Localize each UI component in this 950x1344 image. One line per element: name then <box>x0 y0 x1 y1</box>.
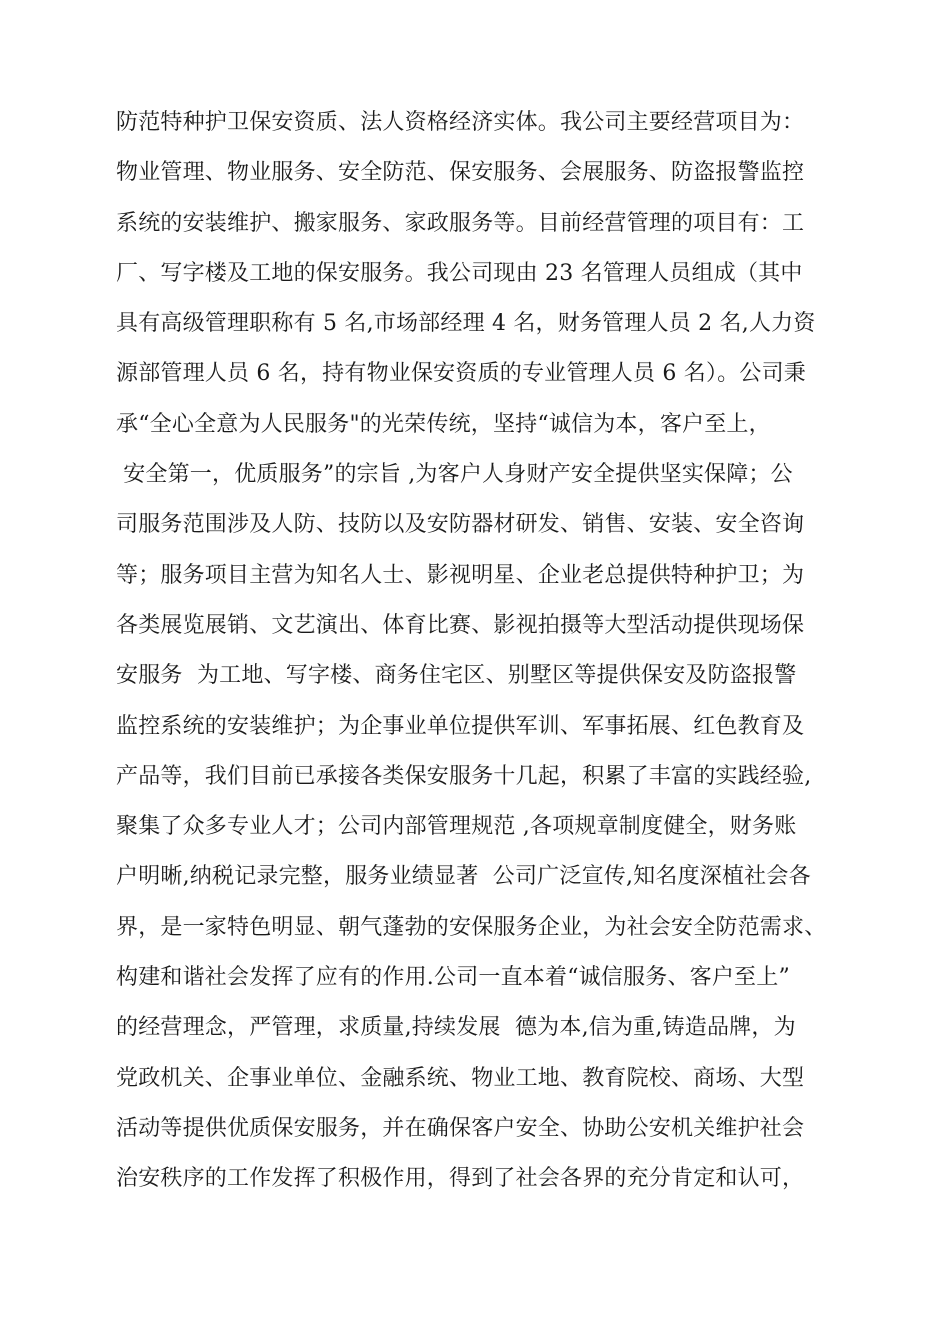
text-line: 等；服务项目主营为知名人士、影视明星、企业老总提供特种护卫；为 <box>116 562 805 588</box>
text-line: 监控系统的安装维护；为企事业单位提供军训、军事拓展、红色教育及 <box>116 713 805 739</box>
text-line: 承“全心全意为人民服务"的光荣传统，坚持“诚信为本，客户至上， <box>116 411 771 437</box>
text-line: 安全第一，优质服务”的宗旨 ,为客户人身财产安全提供坚实保障；公 <box>116 462 793 488</box>
text-line: 的经营理念，严管理，求质量,持续发展 德为本,信为重,铸造品牌，为 <box>116 1015 796 1041</box>
text-line: 源部管理人员 6 名，持有物业保安资质的专业管理人员 6 名）。公司秉 <box>116 361 806 387</box>
text-line: 党政机关、企事业单位、金融系统、物业工地、教育院校、商场、大型 <box>116 1065 805 1091</box>
text-line: 户明晰,纳税记录完整，服务业绩显著 公司广泛宣传,知名度深植社会各 <box>116 864 811 890</box>
text-line: 构建和谐社会发挥了应有的作用.公司一直本着“诚信服务、客户至上” <box>116 965 790 991</box>
text-line: 各类展览展销、文艺演出、体育比赛、影视拍摄等大型活动提供现场保 <box>116 612 805 638</box>
text-line: 产品等，我们目前已承接各类保安服务十几起，积累了丰富的实践经验, <box>116 763 812 789</box>
text-line: 聚集了众多专业人才；公司内部管理规范 ,各项规章制度健全，财务账 <box>116 814 797 840</box>
body-text <box>116 98 866 1205</box>
text-line: 活动等提供优质保安服务，并在确保客户安全、协助公安机关维护社会 <box>116 1115 805 1141</box>
text-line: 物业管理、物业服务、安全防范、保安服务、会展服务、防盗报警监控 <box>116 160 805 186</box>
text-line: 厂、写字楼及工地的保安服务。我公司现由 23 名管理人员组成（其中 <box>116 260 803 286</box>
text-line: 防范特种护卫保安资质、法人资格经济实体。我公司主要经营项目为： <box>116 110 805 135</box>
text-line: 系统的安装维护、搬家服务、家政服务等。目前经营管理的项目有：工 <box>116 210 805 236</box>
text-line: 界，是一家特色明显、朝气蓬勃的安保服务企业，为社会安全防范需求、 <box>116 914 827 940</box>
text-line: 安服务 为工地、写字楼、商务住宅区、别墅区等提供保安及防盗报警 <box>116 663 797 689</box>
text-line: 具有高级管理职称有 5 名,市场部经理 4 名，财务管理人员 2 名,人力资 <box>116 311 816 337</box>
text-line: 治安秩序的工作发挥了积极作用，得到了社会各界的充分肯定和认可， <box>116 1166 805 1192</box>
text-line: 司服务范围涉及人防、技防以及安防器材研发、销售、安装、安全咨询 <box>116 512 805 538</box>
